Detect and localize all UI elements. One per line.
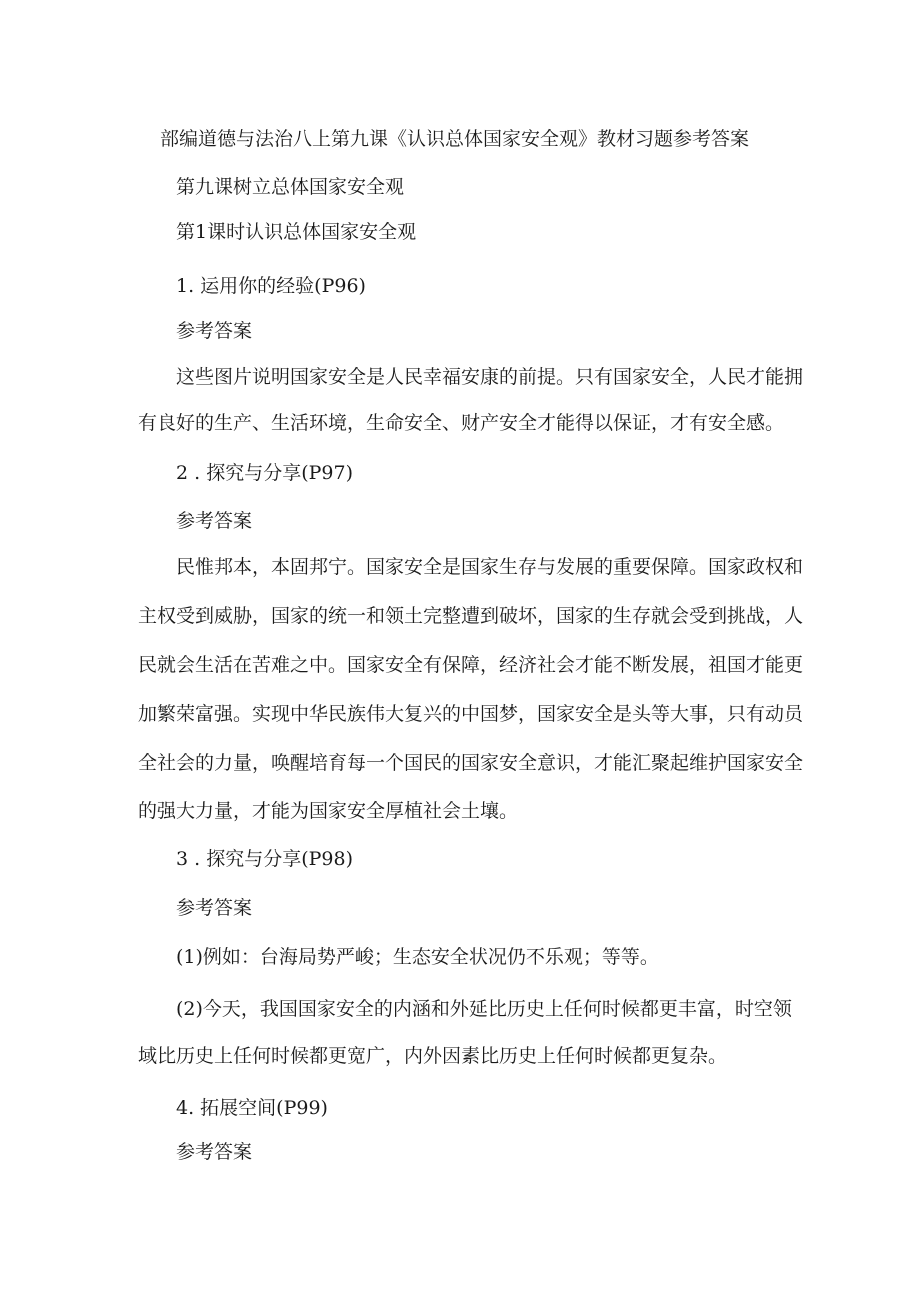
doc-title: 部编道德与法治八上第九课《认识总体国家安全观》教材习题参考答案 [160, 128, 750, 150]
q2-answer-line: 民就会生活在苦难之中。国家安全有保障，经济社会才能不断发展，祖国才能更 [138, 654, 804, 676]
q1-answer-line: 这些图片说明国家安全是人民幸福安康的前提。只有国家安全，人民才能拥 [176, 366, 804, 388]
q3-answer-label: 参考答案 [176, 897, 253, 919]
q3-item-2-line: 域比历史上任何时候都更宽广，内外因素比历史上任何时候都更复杂。 [138, 1045, 728, 1067]
section-heading: 第1课时认识总体国家安全观 [176, 221, 417, 243]
q3-item-2-line: (2)今天，我国国家安全的内涵和外延比历史上任何时候都更丰富，时空领 [176, 998, 792, 1020]
q1-heading: 1. 运用你的经验(P96) [176, 275, 366, 297]
q1-answer-label: 参考答案 [176, 320, 253, 342]
q2-answer-line: 加繁荣富强。实现中华民族伟大复兴的中国梦，国家安全是头等大事，只有动员 [138, 703, 804, 725]
q1-answer-line: 有良好的生产、生活环境，生命安全、财产安全才能得以保证，才有安全感。 [138, 412, 785, 434]
q3-item-1: (1)例如：台海局势严峻；生态安全状况仍不乐观；等等。 [176, 946, 659, 968]
q4-answer-label: 参考答案 [176, 1141, 253, 1163]
q2-answer-line: 全社会的力量，唤醒培育每一个国民的国家安全意识，才能汇聚起维护国家安全 [138, 752, 804, 774]
q2-heading: 2 . 探究与分享(P97) [176, 462, 353, 484]
q2-answer-line: 民惟邦本，本固邦宁。国家安全是国家生存与发展的重要保障。国家政权和 [176, 556, 804, 578]
q2-answer-line: 主权受到威胁，国家的统一和领土完整遭到破坏，国家的生存就会受到挑战，人 [138, 605, 804, 627]
q4-heading: 4. 拓展空间(P99) [176, 1097, 328, 1119]
q2-answer-label: 参考答案 [176, 510, 253, 532]
q2-answer-line: 的强大力量，才能为国家安全厚植社会土壤。 [138, 800, 519, 822]
q3-heading: 3 . 探究与分享(P98) [176, 848, 353, 870]
lesson-heading: 第九课树立总体国家安全观 [176, 176, 405, 198]
